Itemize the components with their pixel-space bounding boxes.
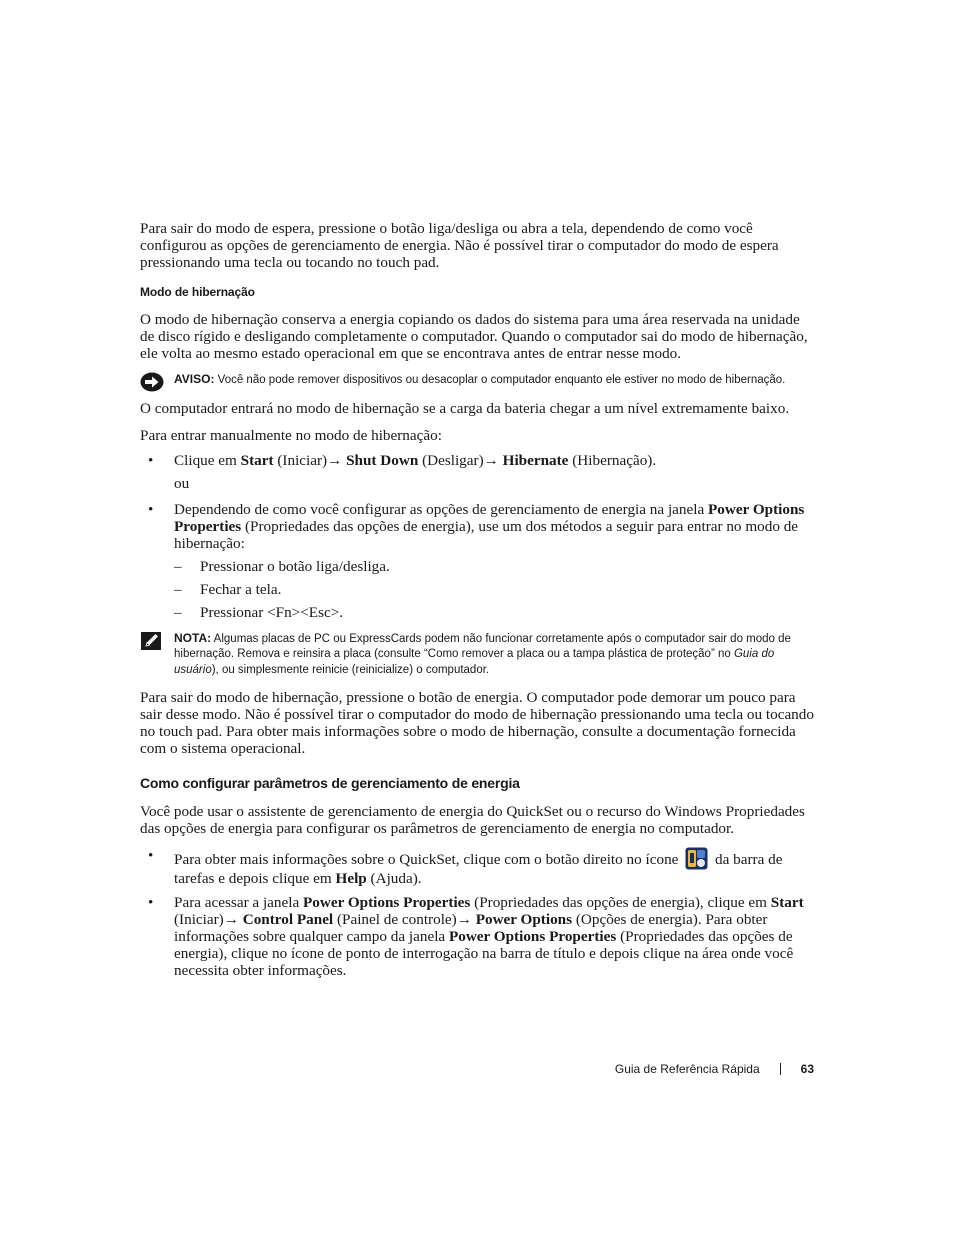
or-separator: ou bbox=[174, 474, 190, 492]
bullet-marker: • bbox=[148, 451, 154, 469]
dash-item bbox=[174, 581, 816, 598]
notice-block bbox=[140, 372, 816, 389]
paragraph-quickset-intro: Você pode usar o assistente de gerenciamento de energia do QuickSet ou o recurso do Windows Propriedades das opções de energia para configurar os parâmetros de gerenciamento de energia no computador. bbox=[140, 803, 805, 837]
heading-configure-power: Como configurar parâmetros de gerenciamento de energia bbox=[140, 775, 520, 791]
text-span: da barra de tarefas e depois clique em bbox=[174, 851, 783, 887]
note-italic-reference: Guia do usuário bbox=[174, 648, 775, 676]
dash-item-text: Pressionar <Fn><Esc>. bbox=[200, 603, 344, 621]
text-span: (Propriedades das opções de energia), clique em bbox=[470, 894, 771, 911]
page-number: 63 bbox=[800, 1062, 814, 1076]
power-options-properties-label: Power Options Properties bbox=[303, 894, 471, 911]
dash-marker: – bbox=[174, 580, 182, 598]
paragraph-hibernate-description: O modo de hibernação conserva a energia copiando os dados do sistema para uma área reservada na unidade de disco rígido e desligando completamente o computador. Quando o computador sai do modo de hibernação, ele volta ao mesmo estado operacional em que se encontrava antes de entrar nesse modo. bbox=[140, 311, 808, 362]
text-span: Clique em bbox=[174, 451, 241, 469]
help-menu-label: Help bbox=[335, 870, 367, 887]
text-span: Para obter mais informações sobre o QuickSet, clique com o botão direito no ícone bbox=[174, 851, 679, 868]
text-span: Para acessar a janela bbox=[174, 894, 304, 911]
page-footer bbox=[615, 1062, 814, 1076]
heading-hibernate-mode: Modo de hibernação bbox=[140, 285, 255, 299]
text-span: (Iniciar)→ bbox=[273, 451, 347, 469]
menu-hibernate-label: Hibernate bbox=[502, 451, 569, 469]
menu-start-label: Start bbox=[240, 451, 274, 469]
text-span: (Ajuda). bbox=[366, 870, 422, 887]
note-text-end: ), ou simplesmente reinicie (reinicialize) o computador. bbox=[211, 663, 490, 676]
power-options-properties-label: Power Options Properties bbox=[174, 500, 805, 535]
note-text: Algumas placas de PC ou ExpressCards podem não funcionar corretamente após o computador sair do modo de hibernação. Remova e reinsira a placa (consulte “Como remover a placa ou a tampa plástica de proteção” no bbox=[174, 632, 791, 660]
text-span: (Propriedades das opções de energia), use um dos métodos a seguir para entrar no modo de hibernação: bbox=[174, 517, 799, 552]
footer-divider bbox=[780, 1063, 781, 1075]
power-options-label: Power Options bbox=[475, 911, 573, 928]
text-span: (Iniciar)→ bbox=[174, 911, 243, 928]
dash-item-text: Fechar a tela. bbox=[200, 580, 282, 598]
notice-text: Você não pode remover dispositivos ou desacoplar o computador enquanto ele estiver no modo de hibernação. bbox=[217, 374, 786, 386]
list-item bbox=[140, 894, 816, 979]
menu-start-label: Start bbox=[770, 894, 804, 911]
dash-marker: – bbox=[174, 603, 182, 621]
pencil-note-icon bbox=[140, 631, 166, 651]
paragraph-hibernate-exit: Para sair do modo de hibernação, pressione o botão de energia. O computador pode demorar um pouco para sair desse modo. Não é possível tirar o computador do modo de hibernação pressionando uma tecla ou tocando no touch pad. Para obter mais informações sobre o modo de hibernação, consulte a documentação fornecida com o sistema operacional. bbox=[140, 689, 814, 757]
bullet-marker: • bbox=[148, 500, 154, 518]
paragraph-battery-low: O computador entrará no modo de hibernação se a carga da bateria chegar a um nível extremamente baixo. bbox=[140, 399, 790, 417]
paragraph-standby-exit: Para sair do modo de espera, pressione o botão liga/desliga ou abra a tela, dependendo de como você configurou as opções de gerenciamento de energia. Não é possível tirar o computador do modo de espera pressionando uma tecla ou tocando no touch pad. bbox=[140, 220, 779, 271]
text-span: (Painel de controle)→ bbox=[333, 911, 476, 928]
dash-item bbox=[174, 558, 816, 575]
dash-marker: – bbox=[174, 557, 182, 575]
text-span: (Hibernação). bbox=[568, 451, 657, 469]
notice-arrow-icon bbox=[140, 372, 166, 392]
bullet-marker: • bbox=[148, 847, 154, 864]
quickset-icon bbox=[685, 847, 708, 870]
text-span: Dependendo de como você configurar as opções de gerenciamento de energia na janela bbox=[174, 500, 708, 518]
list-item bbox=[140, 501, 816, 621]
dash-item-text: Pressionar o botão liga/desliga. bbox=[200, 557, 390, 575]
text-span: (Propriedades das opções de energia), clique no ícone de ponto de interrogação na barra de título e depois clique na área onde você necessita obter informações. bbox=[174, 928, 794, 979]
page-content bbox=[140, 220, 816, 987]
configure-steps-list bbox=[140, 847, 816, 979]
dash-item bbox=[174, 604, 816, 621]
note-block bbox=[140, 631, 816, 679]
list-item bbox=[140, 847, 816, 887]
text-span: (Desligar)→ bbox=[418, 451, 503, 469]
note-label: NOTA: bbox=[174, 630, 212, 645]
text-span: (Opções de energia). Para obter informações sobre qualquer campo da janela bbox=[174, 911, 768, 945]
notice-label: AVISO: bbox=[174, 372, 215, 386]
hibernate-methods-list bbox=[174, 558, 816, 621]
paragraph-manual-hibernate: Para entrar manualmente no modo de hibernação: bbox=[140, 426, 442, 444]
hibernate-steps-list bbox=[140, 452, 816, 621]
power-options-properties-label: Power Options Properties bbox=[448, 928, 617, 945]
footer-title: Guia de Referência Rápida bbox=[614, 1062, 760, 1076]
control-panel-label: Control Panel bbox=[242, 911, 334, 928]
bullet-marker: • bbox=[148, 894, 154, 911]
menu-shutdown-label: Shut Down bbox=[346, 451, 419, 469]
list-item bbox=[140, 452, 816, 492]
